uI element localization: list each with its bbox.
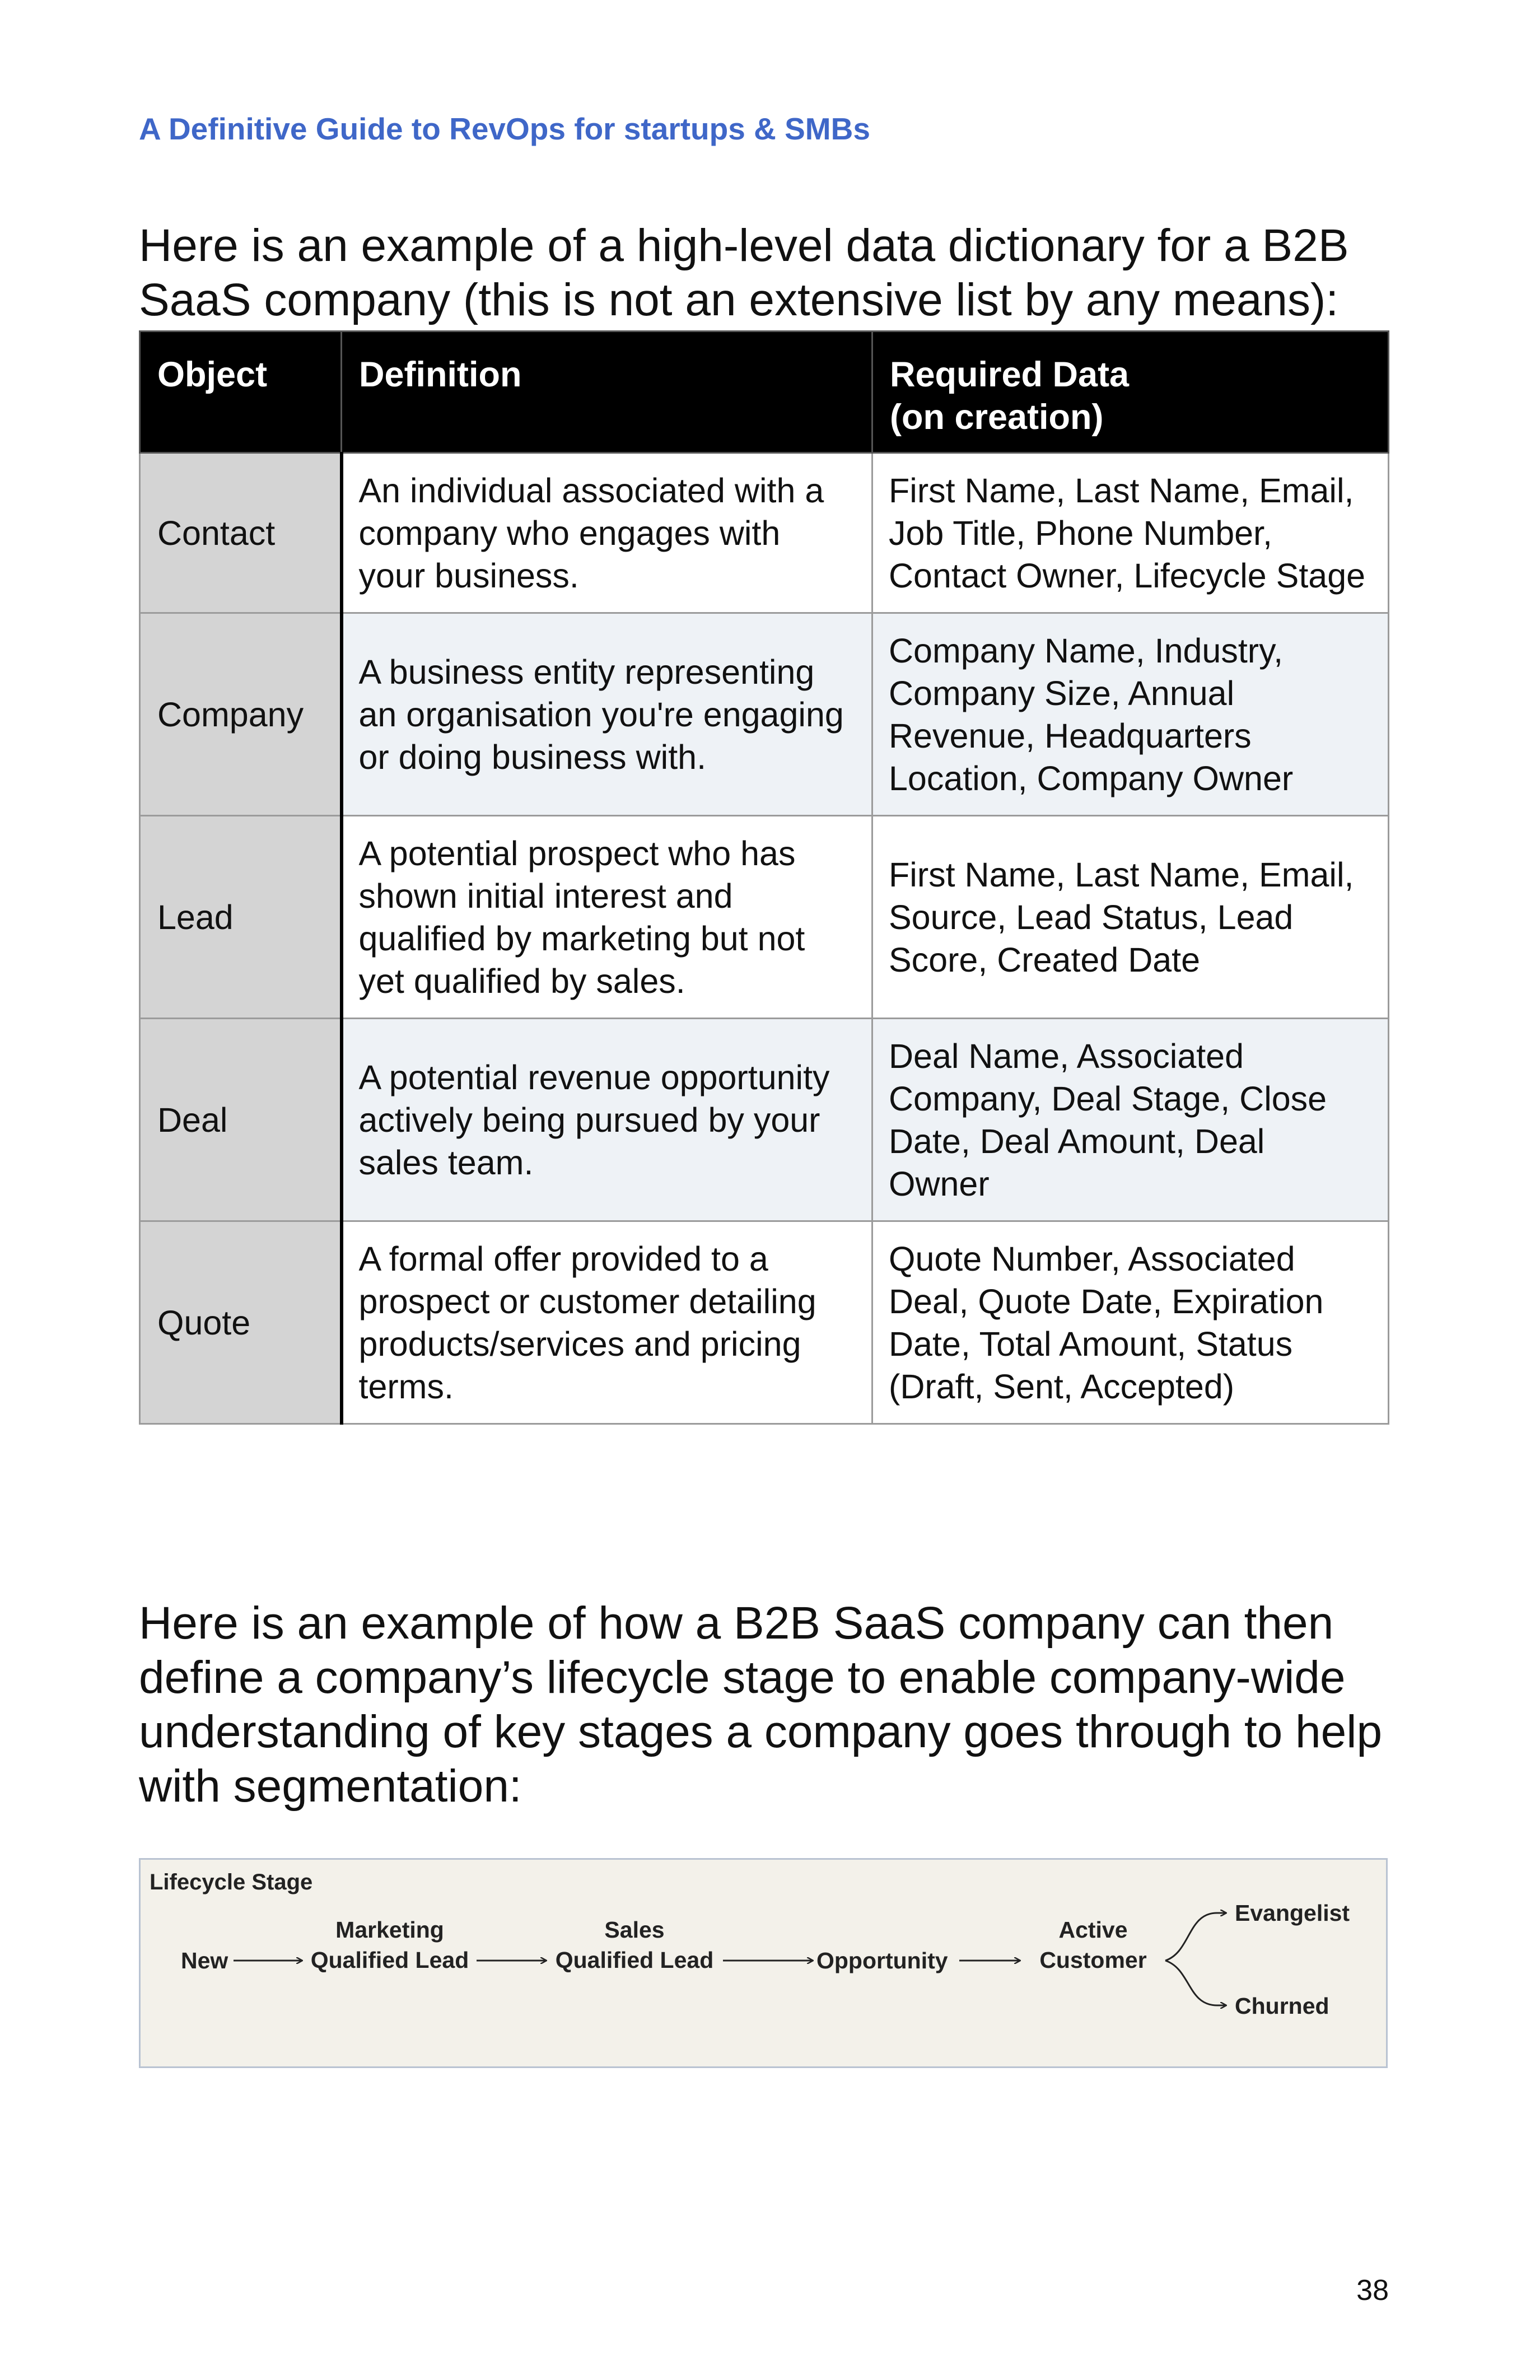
stage-mql [306,1915,474,1975]
stage-churned [1235,1991,1329,2021]
required-data-cell: First Name, Last Name, Email, Source, Lead Status, Lead Score, Created Date [872,816,1389,1019]
stage-mql-line2: Qualified Lead [310,1947,469,1973]
stage-churned-label: Churned [1235,1993,1329,2019]
lifecycle-title: Lifecycle Stage [150,1870,313,1894]
table-row [140,453,1389,613]
header-required-line2: (on creation) [890,398,1104,437]
stage-opportunity [816,1945,948,1976]
running-header: A Definitive Guide to RevOps for startups & SMBs [139,111,870,146]
table-row [140,613,1389,816]
stage-new [181,1945,228,1976]
required-data-cell: First Name, Last Name, Email, Job Title, Phone Number, Contact Owner, Lifecycle Stage [872,453,1389,613]
required-data-cell: Deal Name, Associated Company, Deal Stage, Close Date, Deal Amount, Deal Owner [872,1019,1389,1221]
header-required-data [872,332,1389,453]
required-data-cell: Quote Number, Associated Deal, Quote Date, Expiration Date, Total Amount, Status (Draft, Sent, Accepted) [872,1221,1389,1424]
object-cell: Contact [140,453,342,613]
stage-sql [550,1915,718,1975]
data-dictionary-table [139,330,1389,1425]
stage-opportunity-label: Opportunity [816,1948,948,1973]
stage-active-line1: Active [1058,1917,1128,1943]
definition-cell: An individual associated with a company who engages with your business. [342,453,872,613]
page-number: 38 [1356,2274,1389,2307]
stage-sql-line1: Sales [604,1917,665,1943]
stage-evangelist-label: Evangelist [1235,1900,1350,1926]
table-header-row [140,332,1389,453]
header-required-line1: Required Data [890,355,1130,394]
definition-cell: A business entity representing an organisation you're engaging or doing business with. [342,613,872,816]
required-data-cell: Company Name, Industry, Company Size, Annual Revenue, Headquarters Location, Company Owner [872,613,1389,816]
object-cell: Company [140,613,342,816]
definition-cell: A formal offer provided to a prospect or customer detailing products/services and pricing terms. [342,1221,872,1424]
stage-mql-line1: Marketing [335,1917,444,1943]
stage-sql-line2: Qualified Lead [555,1947,714,1973]
stage-active-line2: Customer [1039,1947,1147,1973]
table-row [140,1019,1389,1221]
lifecycle-stage-diagram [139,1858,1388,2068]
definition-cell: A potential revenue opportunity actively being pursued by your sales team. [342,1019,872,1221]
object-cell: Quote [140,1221,342,1424]
header-object: Object [140,332,342,453]
stage-active-customer [1024,1915,1162,1975]
stage-evangelist [1235,1898,1350,1928]
lifecycle-intro: Here is an example of how a B2B SaaS company can then define a company’s lifecycle stage to enable company-wide understanding of key stages a company goes through to help with segmentation: [139,1598,1383,1812]
data-dictionary-intro: Here is an example of a high-level data dictionary for a B2B SaaS company (this is not an extensive list by any means): [139,220,1349,325]
table-row [140,816,1389,1019]
stage-new-label: New [181,1948,228,1973]
object-cell: Deal [140,1019,342,1221]
arrow-active-to-churned [1165,1961,1226,2005]
arrow-active-to-evangelist [1165,1913,1226,1961]
table-row [140,1221,1389,1424]
header-definition: Definition [342,332,872,453]
definition-cell: A potential prospect who has shown initial interest and qualified by marketing but not yet qualified by sales. [342,816,872,1019]
object-cell: Lead [140,816,342,1019]
